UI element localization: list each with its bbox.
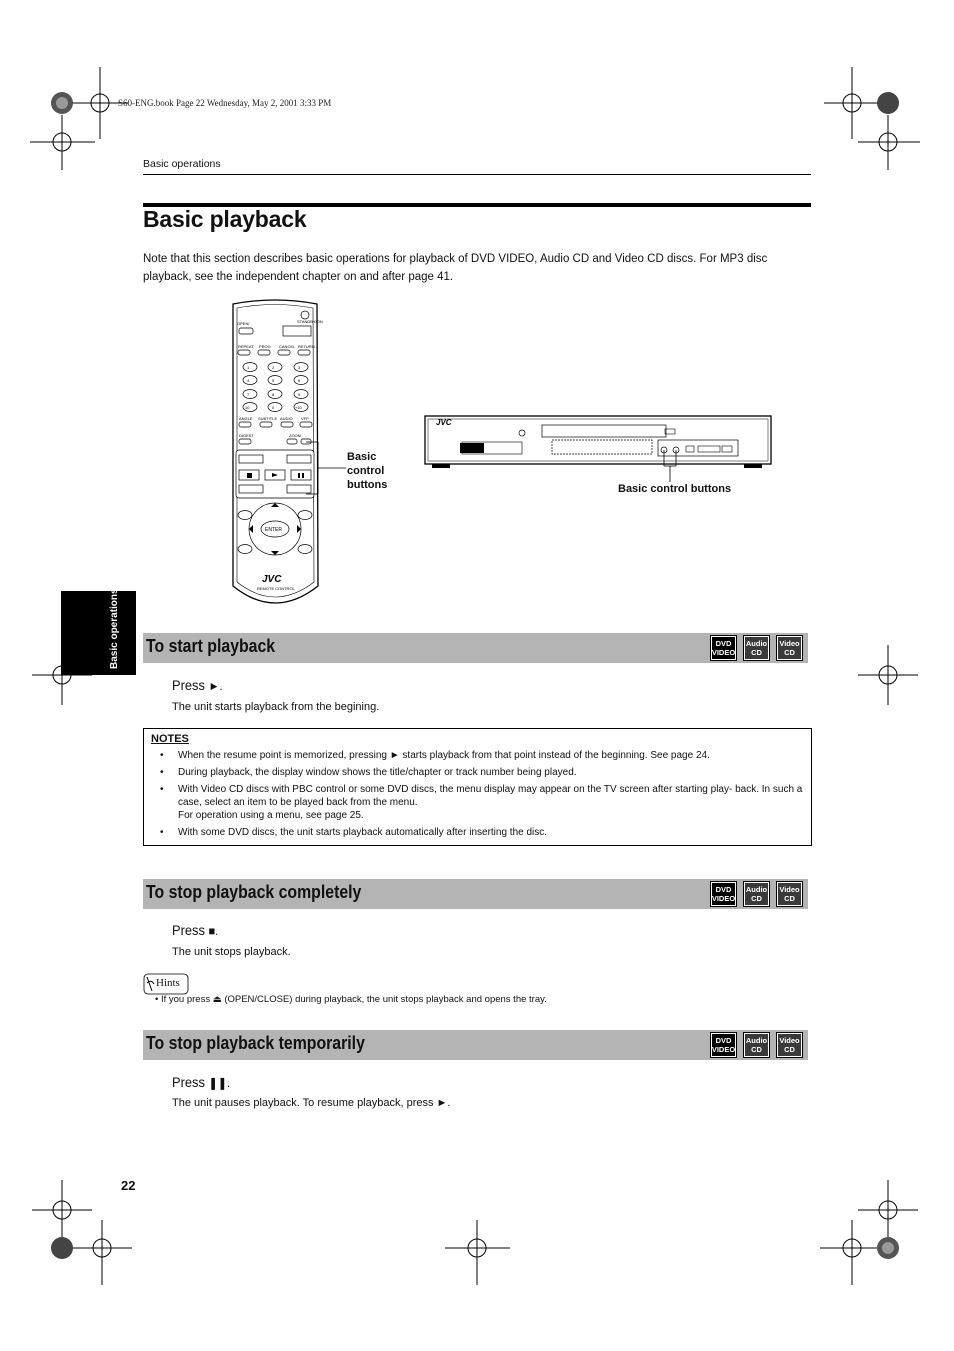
dvd-video-badge: DVD VIDEO (711, 1033, 736, 1057)
remote-callout-line: control (347, 465, 385, 477)
svg-text:4: 4 (247, 378, 250, 383)
remote-callout-line: Basic (347, 451, 377, 463)
dvd-player-illustration (422, 413, 774, 471)
svg-text:RETURN: RETURN (298, 344, 315, 349)
svg-text:8: 8 (272, 392, 275, 397)
running-head: Basic operations (143, 158, 221, 170)
remote-enter-label: ENTER (265, 527, 282, 533)
press-instruction: Press ►. (172, 677, 223, 693)
svg-text:OPEN/: OPEN/ (237, 321, 250, 326)
svg-text:3: 3 (298, 365, 301, 370)
page-number: 22 (121, 1178, 136, 1193)
dvd-video-badge: DVD VIDEO (711, 636, 736, 660)
section-title: To stop playback temporarily (146, 1033, 365, 1053)
svg-text:ANGLE: ANGLE (239, 416, 253, 421)
video-cd-badge: Video CD (777, 636, 802, 660)
disc-badges (711, 1033, 802, 1057)
section-stop-temporarily (143, 1030, 808, 1060)
svg-text:+10: +10 (295, 405, 302, 410)
press-instruction: Press ❚❚. (172, 1074, 231, 1090)
result-text: The unit stops playback. (172, 946, 291, 958)
remote-callout (347, 450, 387, 492)
section-title: To start playback (146, 636, 276, 656)
header-rule (143, 174, 811, 175)
player-callout: Basic control buttons (618, 483, 732, 495)
svg-text:PROG: PROG (259, 344, 271, 349)
svg-text:ZOOM: ZOOM (289, 433, 301, 438)
svg-text:0: 0 (272, 405, 275, 410)
svg-text:7: 7 (247, 392, 250, 397)
svg-text:6: 6 (298, 378, 301, 383)
audio-cd-badge: Audio CD (744, 636, 769, 660)
result-text: The unit starts playback from the begining. (172, 701, 380, 713)
side-tab-label: Basic operations (109, 588, 120, 669)
note-item: • With Video CD discs with PBC control or some DVD discs, the menu display may appear on the TV screen after starting play- back. In such a case, select an item to be played back from the menu. For operation using a menu, see page 25. (160, 783, 805, 822)
side-tab (61, 588, 136, 675)
note-item: • With some DVD discs, the unit starts playback automatically after inserting the disc. (160, 826, 805, 839)
print-header: S60-ENG.book Page 22 Wednesday, May 2, 2001 3:33 PM (118, 98, 332, 108)
note-item: • During playback, the display window shows the title/chapter or track number being played. (160, 766, 805, 779)
hints-label: Hints (156, 977, 180, 989)
svg-text:2: 2 (272, 365, 275, 370)
dvd-video-badge: DVD VIDEO (711, 882, 736, 906)
svg-text:STANDBY/ON: STANDBY/ON (297, 319, 323, 324)
press-instruction: Press ■. (172, 922, 219, 938)
video-cd-badge: Video CD (777, 1033, 802, 1057)
section-stop-completely (143, 879, 808, 909)
svg-text:VFP: VFP (301, 416, 309, 421)
pause-icon: ❚❚. (208, 1076, 231, 1090)
audio-cd-badge: Audio CD (744, 1033, 769, 1057)
stop-icon: ■. (208, 924, 219, 938)
svg-text:9: 9 (298, 392, 301, 397)
notes-box (143, 728, 812, 846)
page-title: Basic playback (143, 206, 307, 232)
audio-cd-badge: Audio CD (744, 882, 769, 906)
player-brand: JVC (436, 418, 452, 427)
note-item: • When the resume point is memorized, pressing ► starts playback from that point instead of the beginning. See page 24. (160, 749, 805, 762)
svg-text:SUBTITLE: SUBTITLE (258, 416, 278, 421)
remote-callout-line: buttons (347, 479, 388, 491)
intro-paragraph: Note that this section describes basic operations for playback of DVD VIDEO, Audio CD and Video CD discs. For MP3 disc playback, see the independent chapter on and after page 41. (143, 253, 768, 283)
play-icon: ►. (208, 679, 223, 693)
svg-text:1: 1 (247, 365, 250, 370)
hint-item: • If you press ⏏ (OPEN/CLOSE) during playback, the unit stops playback and opens the tray. (155, 994, 547, 1005)
svg-text:AUDIO: AUDIO (280, 416, 293, 421)
svg-text:DIGEST: DIGEST (239, 433, 254, 438)
svg-text:10: 10 (245, 405, 250, 410)
svg-text:REPEAT: REPEAT (238, 344, 254, 349)
section-start-playback (143, 633, 808, 663)
player-callout-leader (660, 448, 690, 484)
svg-text:CANCEL: CANCEL (279, 344, 296, 349)
result-text: The unit pauses playback. To resume playback, press ►. (172, 1097, 451, 1109)
svg-text:5: 5 (272, 378, 275, 383)
video-cd-badge: Video CD (777, 882, 802, 906)
disc-badges (711, 882, 802, 906)
remote-caption: REMOTE CONTROL (257, 586, 295, 591)
section-title: To stop playback completely (146, 882, 362, 902)
disc-badges (711, 636, 802, 660)
notes-heading: NOTES (151, 733, 189, 745)
remote-brand: JVC (262, 574, 282, 585)
notes-list (160, 749, 805, 843)
